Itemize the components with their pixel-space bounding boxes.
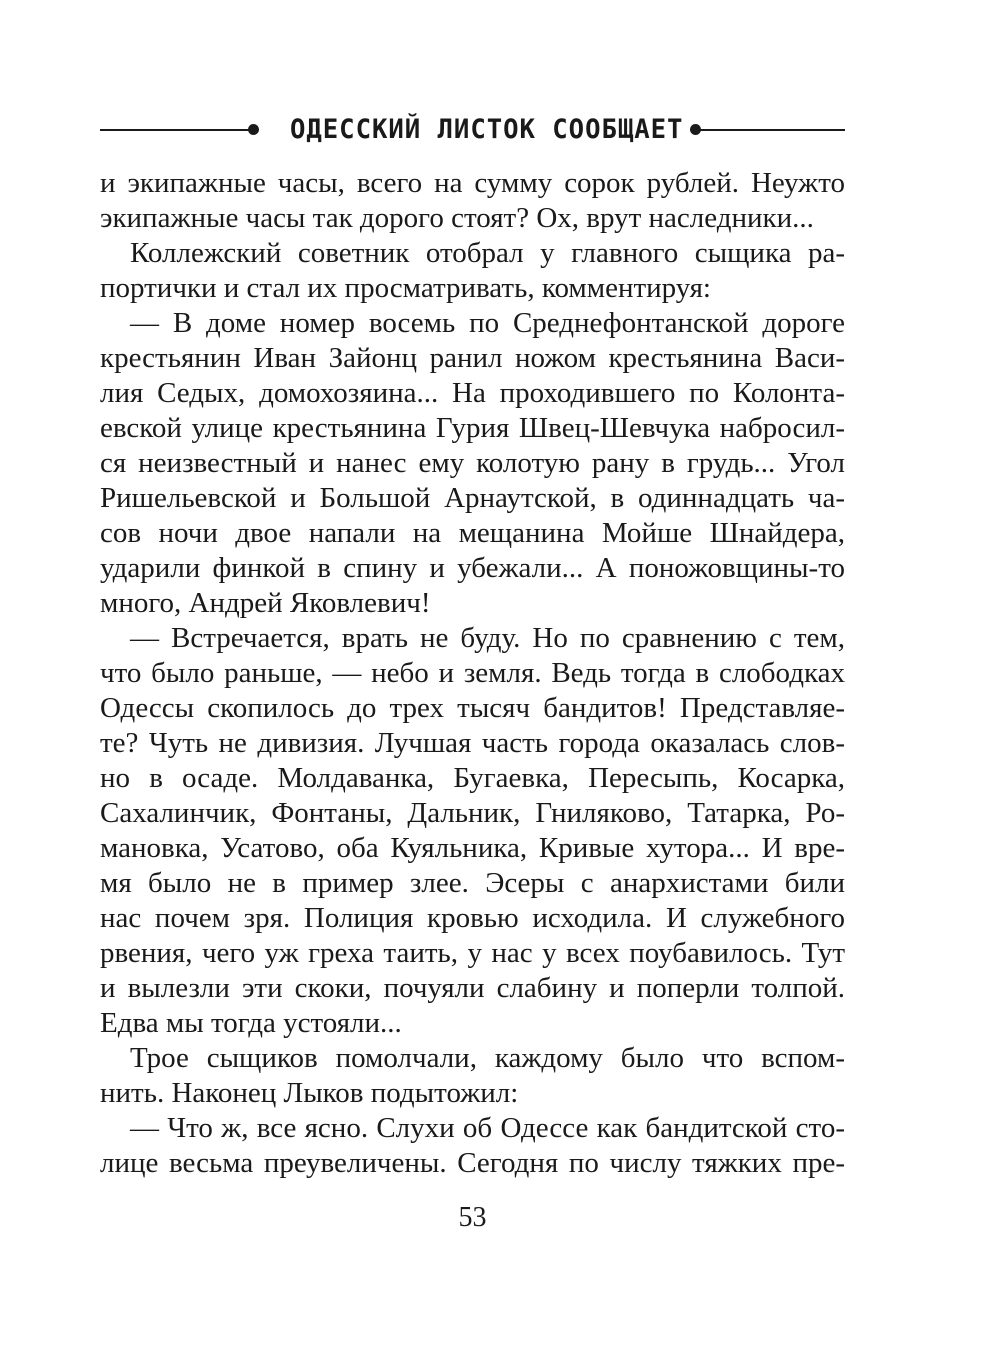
text-line: много, Андрей Яковлевич! <box>100 587 431 619</box>
text-line: рвения, чего уж греха таить, у нас у всех поубавилось. Тут <box>100 937 845 969</box>
text-line: те? Чуть не дивизия. Лучшая часть города оказалась слов- <box>100 727 845 759</box>
text-line: портички и стал их просматривать, комментируя: <box>100 272 711 304</box>
text-line: что было раньше, — небо и земля. Ведь тогда в слободках <box>100 657 845 689</box>
text-line: нить. Наконец Лыков подытожил: <box>100 1077 519 1109</box>
text-line: — В доме номер восемь по Среднефонтанской дороге <box>130 307 845 339</box>
page-number: 53 <box>458 1202 487 1233</box>
body-text <box>100 166 845 1181</box>
text-line: евской улице крестьянина Гурия Швец-Шевчука набросил- <box>100 412 845 444</box>
text-line: Коллежский советник отобрал у главного сыщика ра- <box>130 237 845 269</box>
header-bullet-left-icon <box>248 124 259 135</box>
header-rule-right <box>698 129 845 131</box>
text-line: нас почем зря. Полиция кровью исходила. И служебного <box>100 902 845 934</box>
running-header <box>100 110 845 150</box>
text-line: Трое сыщиков помолчали, каждому было что вспом- <box>130 1042 845 1074</box>
text-line: но в осаде. Молдаванка, Бугаевка, Пересыпь, Косарка, <box>100 762 845 794</box>
text-line: Ришельевской и Большой Арнаутской, в одиннадцать ча- <box>100 482 845 514</box>
text-line: — Встречается, врать не буду. Но по сравнению с тем, <box>130 622 845 654</box>
text-line: Одессы скопилось до трех тысяч бандитов! Представляе- <box>100 692 845 724</box>
text-line: и экипажные часы, всего на сумму сорок рублей. Неужто <box>100 167 845 199</box>
text-line: мановка, Усатово, оба Куяльника, Кривые хутора... И вре- <box>100 832 845 864</box>
text-line: ся неизвестный и нанес ему колотую рану в грудь... Угол <box>100 447 845 479</box>
text-line: Сахалинчик, Фонтаны, Дальник, Гниляково, Татарка, Ро- <box>100 797 845 829</box>
running-title: ОДЕССКИЙ ЛИСТОК СООБЩАЕТ <box>290 114 684 145</box>
text-line: Едва мы тогда устояли... <box>100 1007 402 1039</box>
text-line: мя было не в пример злее. Эсеры с анархистами били <box>100 867 845 899</box>
text-line: и вылезли эти скоки, почуяли слабину и поперли толпой. <box>100 972 845 1004</box>
header-rule-left <box>100 129 250 131</box>
text-line: экипажные часы так дорого стоят? Ох, врут наследники... <box>100 202 814 234</box>
text-line: ударили финкой в спину и убежали... А поножовщины-то <box>100 552 845 584</box>
text-line: сов ночи двое напали на мещанина Мойше Шнайдера, <box>100 517 845 549</box>
text-line: лия Седых, домохозяина... На проходившего по Колонта- <box>100 377 845 409</box>
text-line: — Что ж, все ясно. Слухи об Одессе как бандитской сто- <box>130 1112 845 1144</box>
text-line: крестьянин Иван Зайонц ранил ножом крестьянина Васи- <box>100 342 845 374</box>
text-line: лице весьма преувеличены. Сегодня по числу тяжких пре- <box>100 1147 845 1179</box>
